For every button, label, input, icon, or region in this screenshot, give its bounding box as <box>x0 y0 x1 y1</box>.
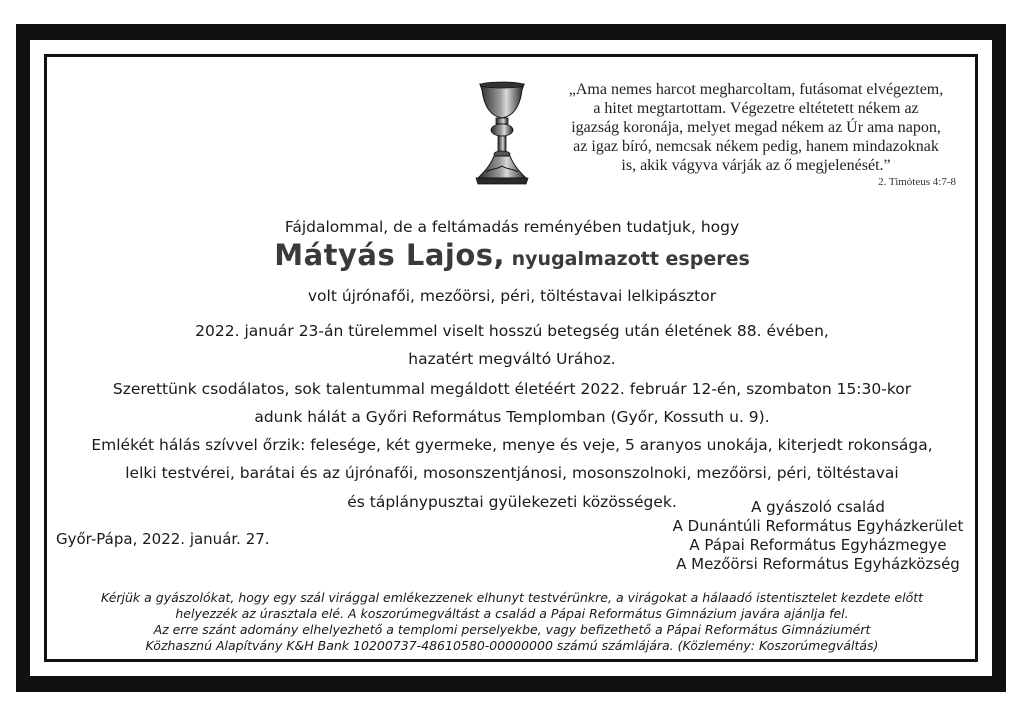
footer-line: Kérjük a gyászolókat, hogy egy szál virággal emlékezzenek elhunyt testvérünkre, a virágokat a hálaadó istentisztelet kezdete előtt <box>100 590 924 605</box>
quote-reference: 2. Timóteus 4:7-8 <box>878 176 956 188</box>
quote-line: a hitet megtartottam. Végezetre eltétetett nékem az <box>593 100 919 117</box>
footer-line: Közhasznú Alapítvány K&H Bank 10200737-48610580-00000000 számú számlájára. (Közlemény: Koszorúmegváltás) <box>145 638 879 653</box>
footer-line: helyezzék az úrasztala elé. A koszorúmegváltást a család a Pápai Református Gimnázium javára ajánlja fel. <box>175 606 849 621</box>
quote-line: az igaz bíró, nemcsak nékem pedig, hanem mindazoknak <box>573 138 939 155</box>
quote-line: igazság koronája, melyet megad nékem az Úr ama napon, <box>571 119 941 136</box>
body-line: 2022. január 23-án türelemmel viselt hosszú betegség után életének 88. évében, <box>195 322 829 340</box>
signer: A Mezőörsi Református Egyházközség <box>676 555 960 573</box>
body-line: adunk hálát a Győri Református Templomban (Győr, Kossuth u. 9). <box>254 408 770 426</box>
body-line: Emlékét hálás szívvel őrzik: felesége, két gyermeke, menye és veje, 5 aranyos unokája, kiterjedt rokonsága, <box>91 436 933 454</box>
body-line: hazatért megváltó Urához. <box>408 350 616 368</box>
deceased-title: nyugalmazott esperes <box>505 248 750 270</box>
chalice-icon <box>474 80 530 188</box>
signer: A Dunántúli Református Egyházkerület <box>672 517 964 535</box>
bible-quote <box>548 80 964 175</box>
body-line: és táplánypusztai gyülekezeti közösségek. <box>347 493 677 511</box>
signers-block <box>668 498 968 574</box>
place-date: Győr-Pápa, 2022. január. 27. <box>56 530 270 548</box>
signer: A Pápai Református Egyházmegye <box>689 536 947 554</box>
role-line: volt újrónafői, mezőörsi, péri, töltéstavai lelkipásztor <box>307 287 717 305</box>
deceased-name: Mátyás Lajos, <box>274 238 506 272</box>
quote-line: is, akik vágyva várják az ő megjelenését.” <box>621 157 891 174</box>
body-line: lelki testvérei, barátai és az újrónafői, mosonszentjánosi, mosonszolnoki, mezőörsi, péri, töltéstavai <box>125 464 899 482</box>
quote-line: „Ama nemes harcot megharcoltam, futásomat elvégeztem, <box>568 81 944 98</box>
deceased-name-line <box>0 238 1024 272</box>
footer-line: Az erre szánt adomány elhelyezhető a templomi perselyekbe, vagy befizethető a Pápai Református Gimnáziumért <box>153 622 871 637</box>
intro-line: Fájdalommal, de a feltámadás reményében tudatjuk, hogy <box>284 218 740 236</box>
signer: A gyászoló család <box>751 498 885 516</box>
footer-note <box>60 590 964 654</box>
body-line: Szerettünk csodálatos, sok talentummal megáldott életéért 2022. február 12-én, szombaton 15:30-kor <box>112 380 912 398</box>
